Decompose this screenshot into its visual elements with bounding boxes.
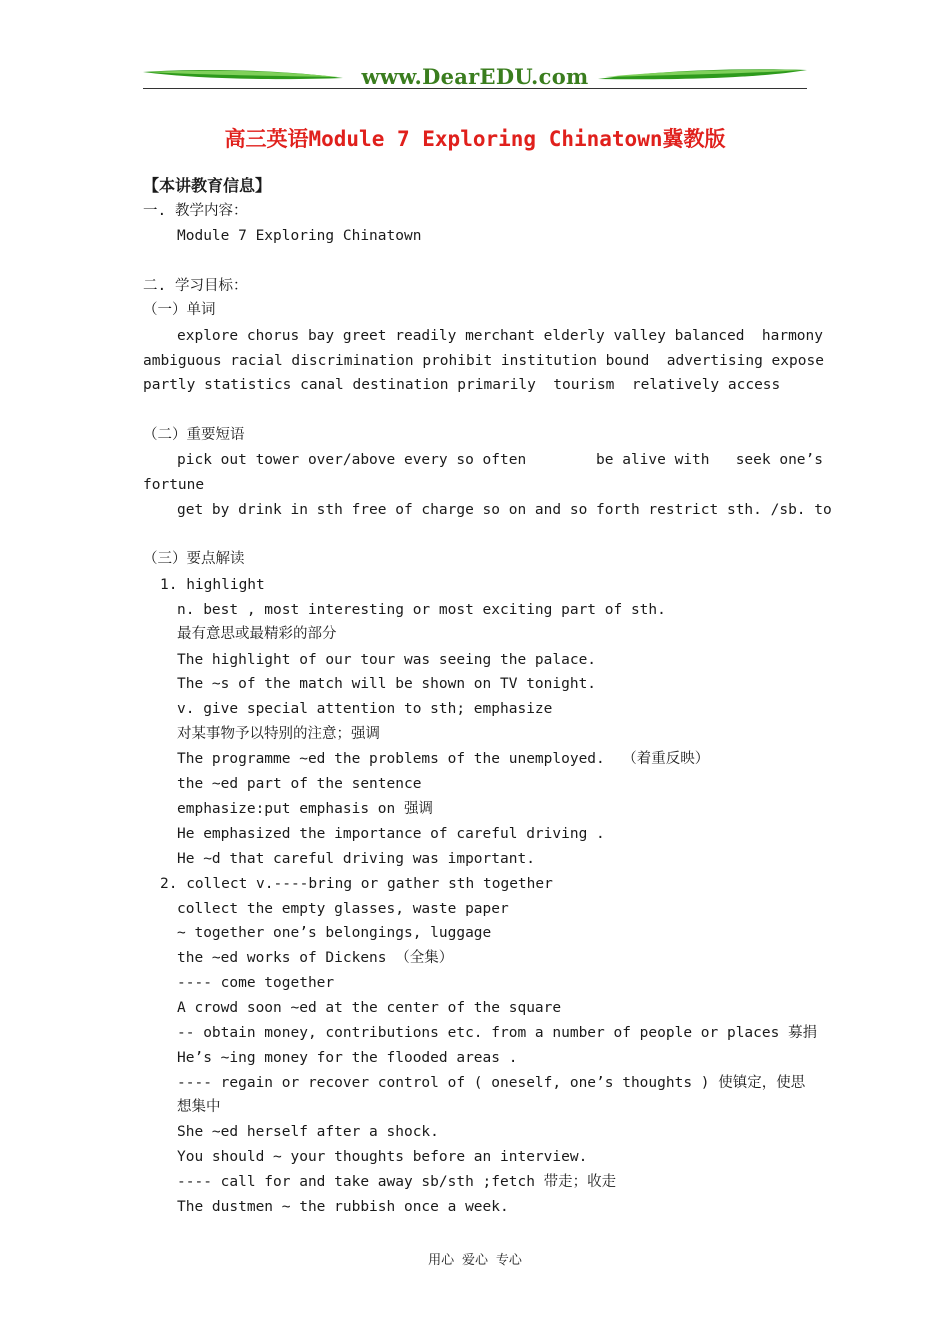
words-line: ambiguous racial discrimination prohibit institution bound advertising expose <box>143 353 824 369</box>
words-line: partly statistics canal destination primarily tourism relatively access <box>143 377 781 393</box>
item-highlight-line: The programme ~ed the problems of the unemployed. （着重反映） <box>177 751 710 767</box>
phrases-heading: （二）重要短语 <box>143 427 245 443</box>
item-highlight-label: 1. highlight <box>160 577 265 593</box>
item-collect-line: ---- come together <box>177 975 335 991</box>
learning-goals-label: 二. 学习目标： <box>143 278 248 294</box>
item-highlight-line: 最有意思或最精彩的部分 <box>177 626 337 642</box>
item-collect-line: He’s ~ing money for the flooded areas . <box>177 1050 518 1066</box>
item-highlight-line: The ~s of the match will be shown on TV tonight. <box>177 676 597 692</box>
words-heading: （一）单词 <box>143 302 216 318</box>
item-collect-line: She ~ed herself after a shock. <box>177 1124 439 1140</box>
item-collect-label: 2. collect v.----bring or gather sth together <box>160 876 553 892</box>
item-collect-line: A crowd soon ~ed at the center of the square <box>177 1000 562 1016</box>
item-highlight-line: the ~ed part of the sentence <box>177 776 422 792</box>
header-divider <box>143 88 807 89</box>
item-highlight-line: 对某事物予以特别的注意；强调 <box>177 726 380 742</box>
item-highlight-line: emphasize:put emphasis on 强调 <box>177 801 433 817</box>
phrases-line: get by drink in sth free of charge so on and so forth restrict sth. /sb. to <box>177 502 832 518</box>
item-collect-line: The dustmen ~ the rubbish once a week. <box>177 1199 509 1215</box>
item-highlight-line: n. best , most interesting or most exciting part of sth. <box>177 602 666 618</box>
item-highlight-line: The highlight of our tour was seeing the palace. <box>177 652 597 668</box>
item-collect-line: the ~ed works of Dickens （全集） <box>177 950 454 966</box>
words-line: explore chorus bay greet readily merchant elderly valley balanced harmony <box>177 328 824 344</box>
section-heading: 【本讲教育信息】 <box>143 176 272 195</box>
key-points-heading: （三）要点解读 <box>143 551 245 567</box>
page-title: 高三英语Module 7 Exploring Chinatown冀教版 <box>224 127 726 151</box>
item-highlight-line: v. give special attention to sth; emphasize <box>177 701 553 717</box>
item-collect-line: ---- call for and take away sb/sth ;fetch 带走；收走 <box>177 1174 617 1190</box>
item-collect-line: 想集中 <box>177 1099 221 1115</box>
teaching-content-label: 一. 教学内容： <box>143 203 248 219</box>
item-collect-line: You should ~ your thoughts before an interview. <box>177 1149 588 1165</box>
phrases-line: fortune <box>143 477 205 493</box>
item-collect-line: ---- regain or recover control of ( oneself, one’s thoughts ) 使镇定，使思 <box>177 1075 806 1091</box>
item-collect-line: ~ together one’s belongings, luggage <box>177 925 492 941</box>
teaching-content-value: Module 7 Exploring Chinatown <box>177 228 422 244</box>
item-highlight-line: He emphasized the importance of careful driving . <box>177 826 605 842</box>
item-collect-line: -- obtain money, contributions etc. from a number of people or places 募捐 <box>177 1025 818 1041</box>
phrases-line: pick out tower over/above every so often be alive with seek one’s <box>177 452 824 468</box>
item-highlight-line: He ~d that careful driving was important. <box>177 851 535 867</box>
item-collect-line: collect the empty glasses, waste paper <box>177 901 509 917</box>
page-footer: 用心 爱心 专心 <box>428 1253 522 1268</box>
site-logo-text: www.DearEDU.com <box>361 64 589 89</box>
